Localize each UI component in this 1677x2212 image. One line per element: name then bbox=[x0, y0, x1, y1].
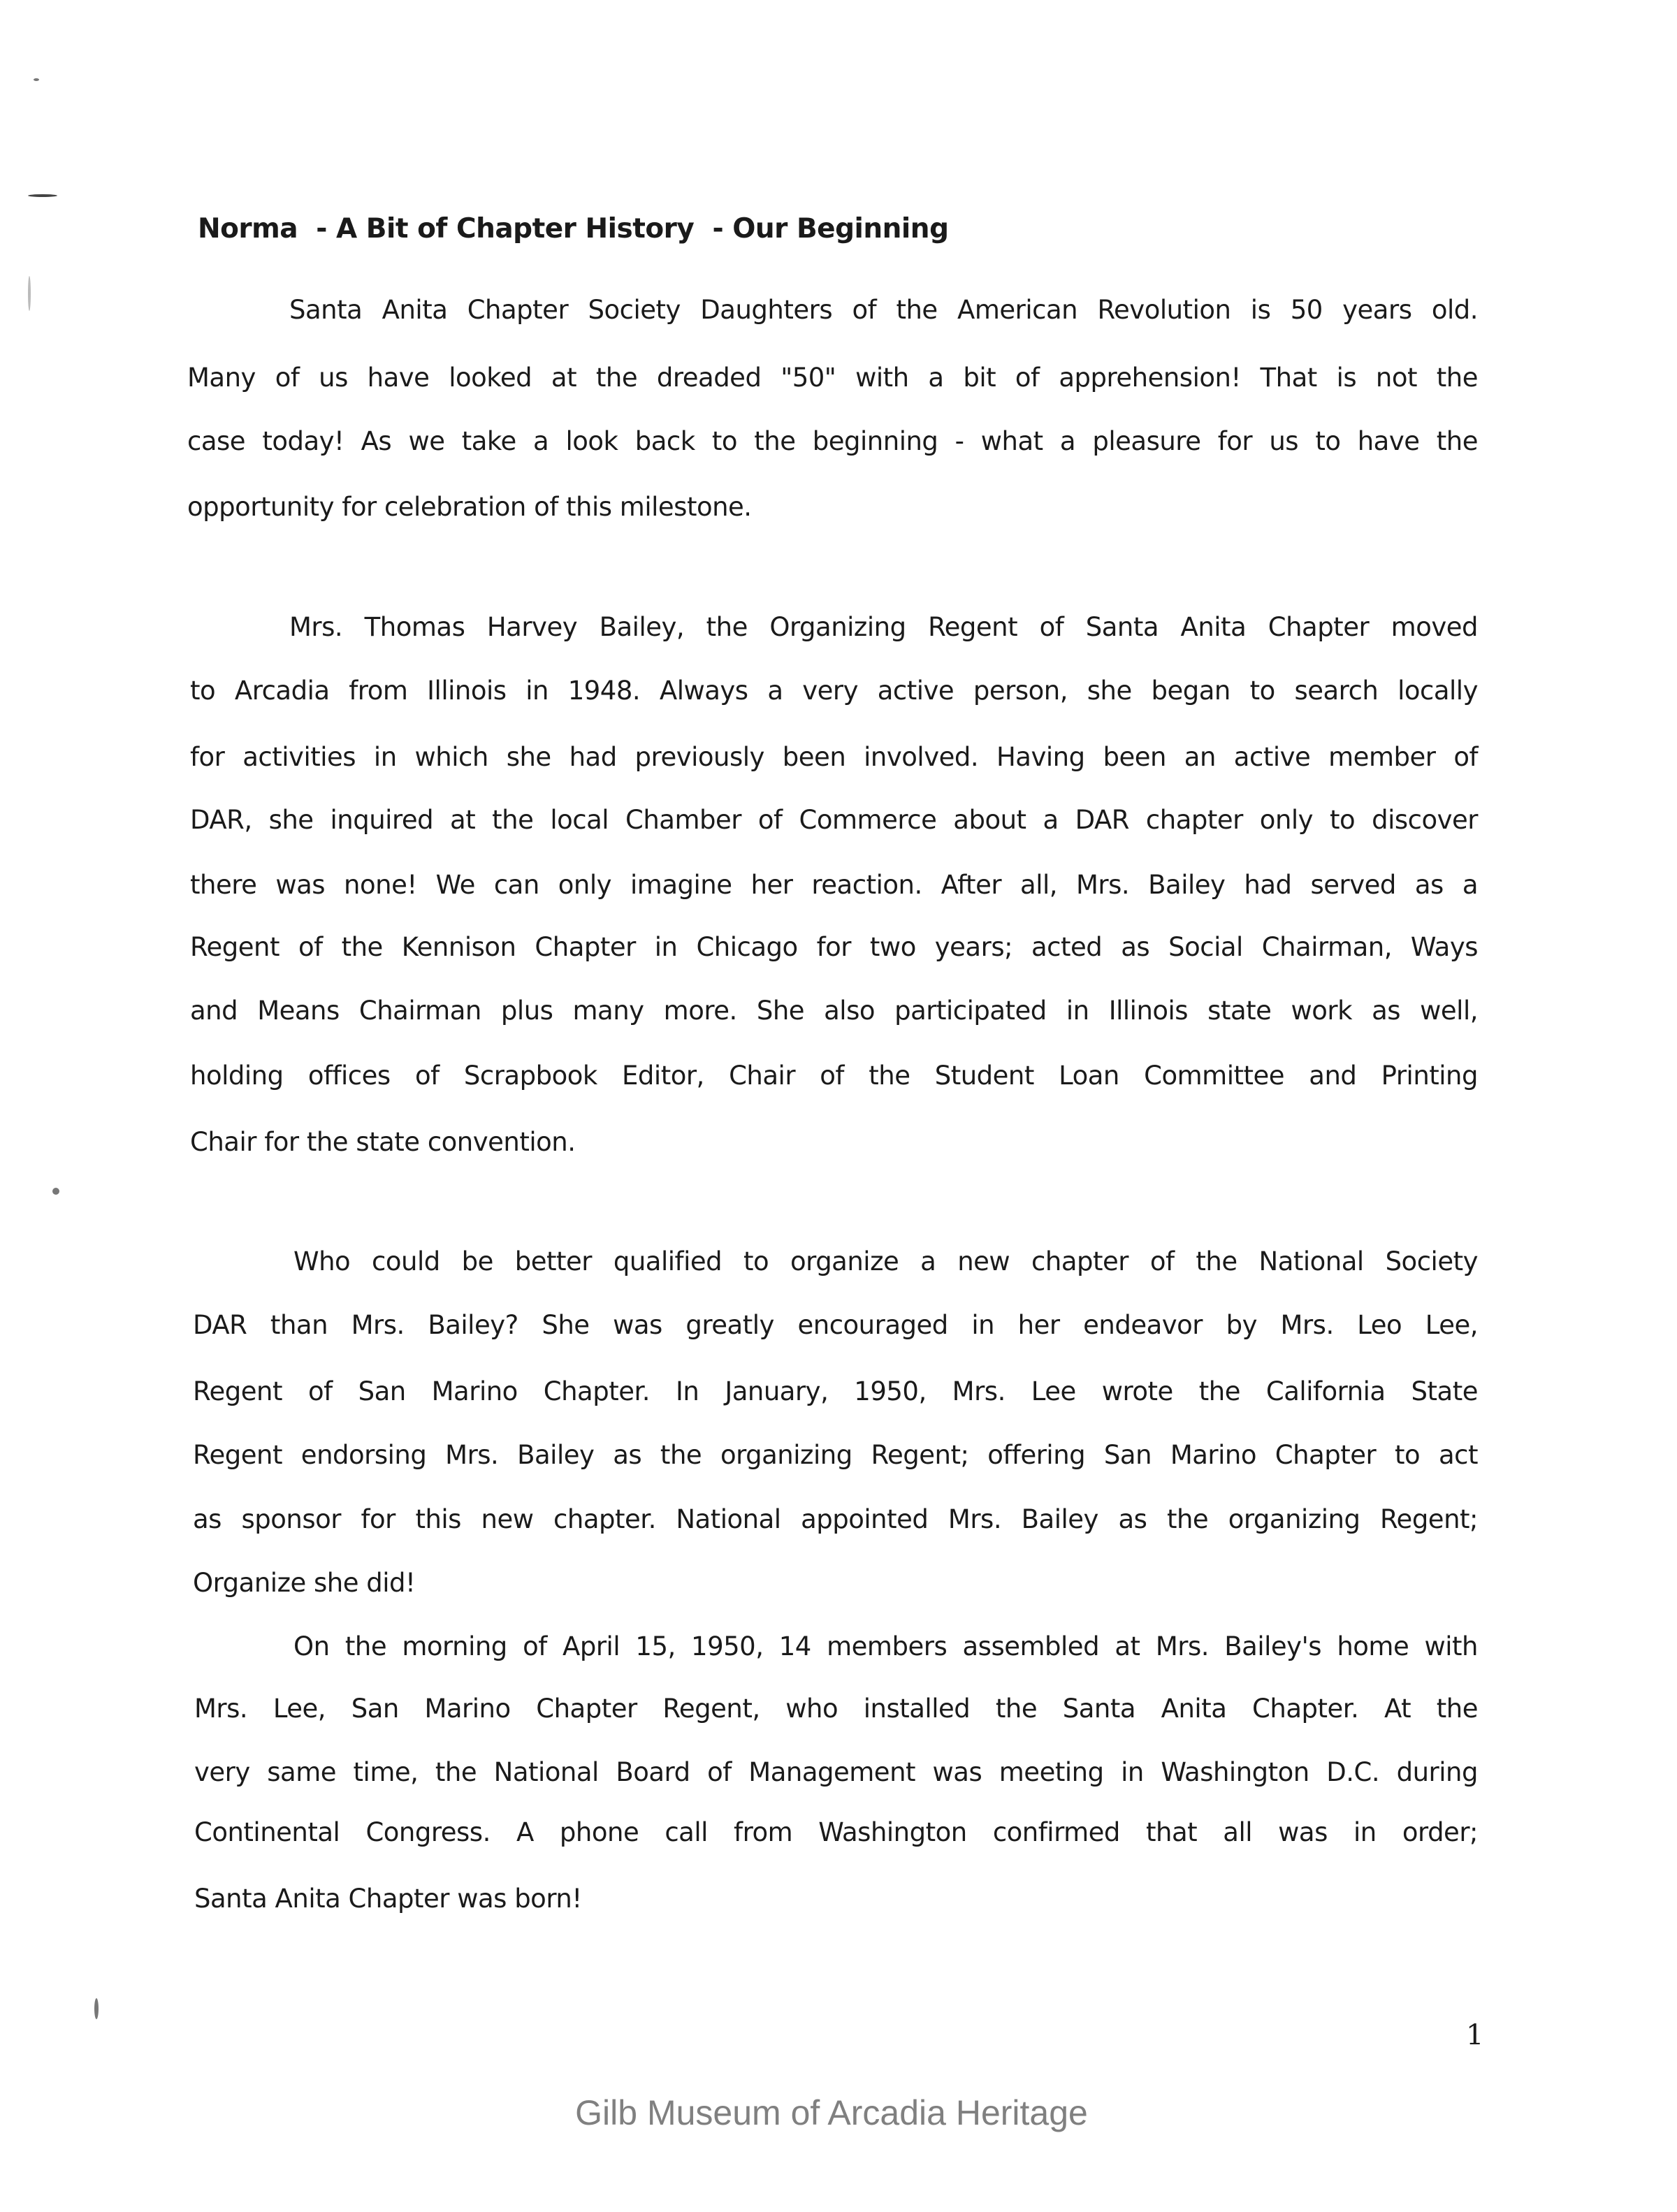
scan-speck bbox=[28, 194, 57, 197]
text-line: Mrs. Thomas Harvey Bailey, the Organizing Regent of Santa Anita Chapter moved bbox=[289, 612, 1478, 642]
scan-speck bbox=[34, 78, 39, 81]
text-line: DAR, she inquired at the local Chamber of Commerce about a DAR chapter only to discover bbox=[190, 805, 1478, 835]
text-line: Regent of San Marino Chapter. In January, 1950, Mrs. Lee wrote the California State bbox=[193, 1376, 1478, 1406]
text-line: to Arcadia from Illinois in 1948. Always a very active person, she began to search locally bbox=[190, 676, 1478, 706]
text-line: Mrs. Lee, San Marino Chapter Regent, who installed the Santa Anita Chapter. At the bbox=[194, 1694, 1478, 1724]
scan-speck bbox=[94, 1998, 99, 2019]
text-line: Regent endorsing Mrs. Bailey as the organizing Regent; offering San Marino Chapter to act bbox=[193, 1440, 1478, 1470]
text-line: opportunity for celebration of this milestone. bbox=[187, 492, 752, 522]
text-line: as sponsor for this new chapter. National appointed Mrs. Bailey as the organizing Regent; bbox=[193, 1504, 1478, 1534]
text-line: On the morning of April 15, 1950, 14 members assembled at Mrs. Bailey's home with bbox=[293, 1631, 1478, 1661]
document-title: Norma - A Bit of Chapter History - Our Beginning bbox=[198, 213, 949, 245]
text-line: Who could be better qualified to organize a new chapter of the National Society bbox=[293, 1246, 1478, 1276]
page-number: 1 bbox=[1466, 2019, 1484, 2051]
text-line: and Means Chairman plus many more. She also participated in Illinois state work as well, bbox=[190, 996, 1478, 1026]
scan-speck bbox=[52, 1188, 59, 1195]
text-line: there was none! We can only imagine her reaction. After all, Mrs. Bailey had served as a bbox=[190, 870, 1478, 900]
text-line: Regent of the Kennison Chapter in Chicago for two years; acted as Social Chairman, Ways bbox=[190, 932, 1478, 962]
text-line: case today! As we take a look back to the beginning - what a pleasure for us to have the bbox=[187, 426, 1478, 456]
text-line: Santa Anita Chapter was born! bbox=[194, 1884, 582, 1914]
text-line: Chair for the state convention. bbox=[190, 1127, 576, 1157]
text-line: holding offices of Scrapbook Editor, Chair of the Student Loan Committee and Printing bbox=[190, 1061, 1478, 1091]
text-line: Organize she did! bbox=[193, 1568, 416, 1598]
text-line: Santa Anita Chapter Society Daughters of the American Revolution is 50 years old. bbox=[289, 295, 1478, 325]
text-line: for activities in which she had previously been involved. Having been an active member of bbox=[190, 742, 1478, 772]
text-line: Continental Congress. A phone call from Washington confirmed that all was in order; bbox=[194, 1817, 1478, 1847]
text-line: Many of us have looked at the dreaded "50" with a bit of apprehension! That is not the bbox=[187, 363, 1478, 393]
text-line: very same time, the National Board of Management was meeting in Washington D.C. during bbox=[194, 1757, 1478, 1787]
text-line: DAR than Mrs. Bailey? She was greatly encouraged in her endeavor by Mrs. Leo Lee, bbox=[193, 1310, 1478, 1340]
scan-speck bbox=[28, 276, 31, 311]
watermark-footer: Gilb Museum of Arcadia Heritage bbox=[575, 2093, 1088, 2132]
